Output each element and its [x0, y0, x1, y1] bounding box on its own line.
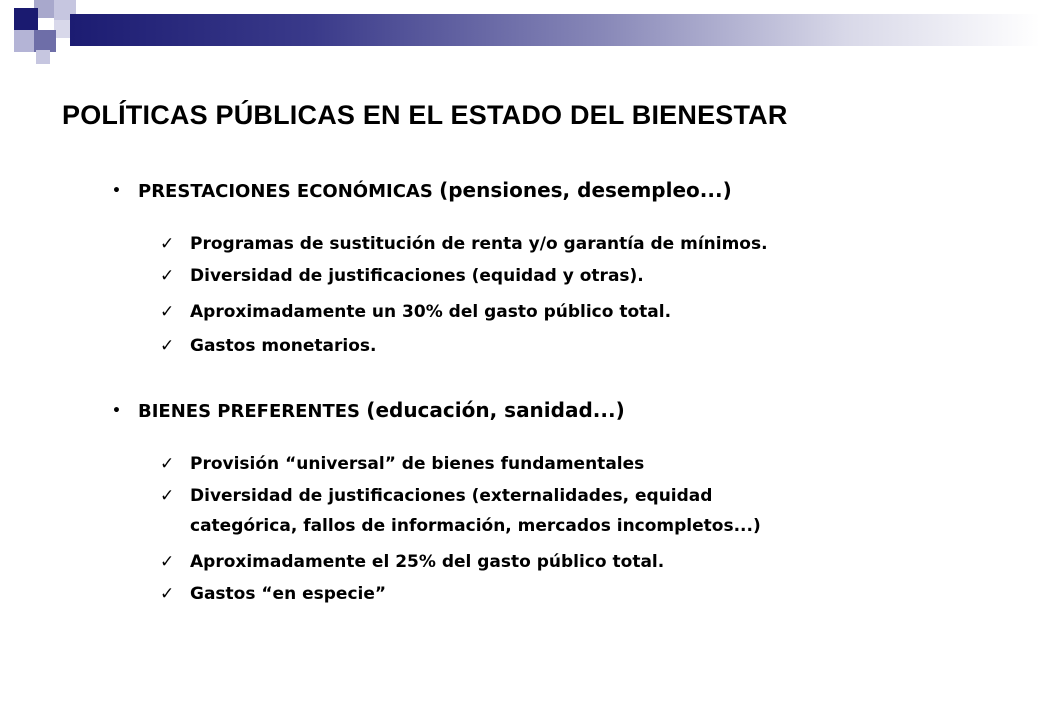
list-item	[160, 454, 644, 474]
list-item-text: Gastos monetarios.	[190, 336, 377, 356]
list-item-text: Provisión “universal” de bienes fundamentales	[190, 454, 645, 474]
checkmark-icon: ✓	[160, 266, 175, 286]
list-item-continuation: categórica, fallos de información, mercados incompletos...)	[190, 516, 761, 536]
list-item-text: Aproximadamente el 25% del gasto público total.	[190, 552, 665, 572]
bullet-icon: •	[112, 183, 121, 199]
list-item	[160, 234, 768, 254]
list-item	[160, 266, 644, 286]
checkmark-icon: ✓	[160, 302, 175, 322]
decor-square	[14, 30, 36, 52]
list-item-text: Aproximadamente un 30% del gasto público total.	[190, 302, 672, 322]
section-heading-bienes	[112, 398, 625, 422]
checkmark-icon: ✓	[160, 584, 175, 604]
section-heading-text: PRESTACIONES ECONÓMICAS	[138, 181, 433, 202]
list-item-text: Gastos “en especie”	[190, 584, 387, 604]
list-item	[160, 552, 664, 572]
section-heading-prestaciones	[112, 178, 732, 202]
section-heading-paren: (educación, sanidad...)	[366, 398, 625, 422]
list-item	[160, 584, 386, 604]
list-item	[160, 486, 761, 536]
decor-square	[54, 20, 70, 38]
decor-square	[36, 50, 50, 64]
list-item	[160, 302, 671, 322]
bullet-icon: •	[112, 403, 121, 419]
list-item	[160, 336, 376, 356]
list-item-text: Diversidad de justificaciones (equidad y otras).	[190, 266, 644, 286]
decor-square	[14, 8, 38, 32]
checkmark-icon: ✓	[160, 234, 175, 254]
checkmark-icon: ✓	[160, 454, 175, 474]
checkmark-icon: ✓	[160, 336, 175, 356]
section-heading-paren: (pensiones, desempleo...)	[439, 178, 732, 202]
section-heading-text: BIENES PREFERENTES	[138, 401, 361, 422]
checkmark-icon: ✓	[160, 486, 175, 506]
decor-square	[34, 30, 56, 52]
list-item-text: Programas de sustitución de renta y/o garantía de mínimos.	[190, 234, 768, 254]
slide-title: POLÍTICAS PÚBLICAS EN EL ESTADO DEL BIENESTAR	[62, 100, 788, 130]
checkmark-icon: ✓	[160, 552, 175, 572]
header-gradient-bar	[70, 14, 1040, 46]
list-item-text: Diversidad de justificaciones (externalidades, equidad	[190, 486, 713, 506]
